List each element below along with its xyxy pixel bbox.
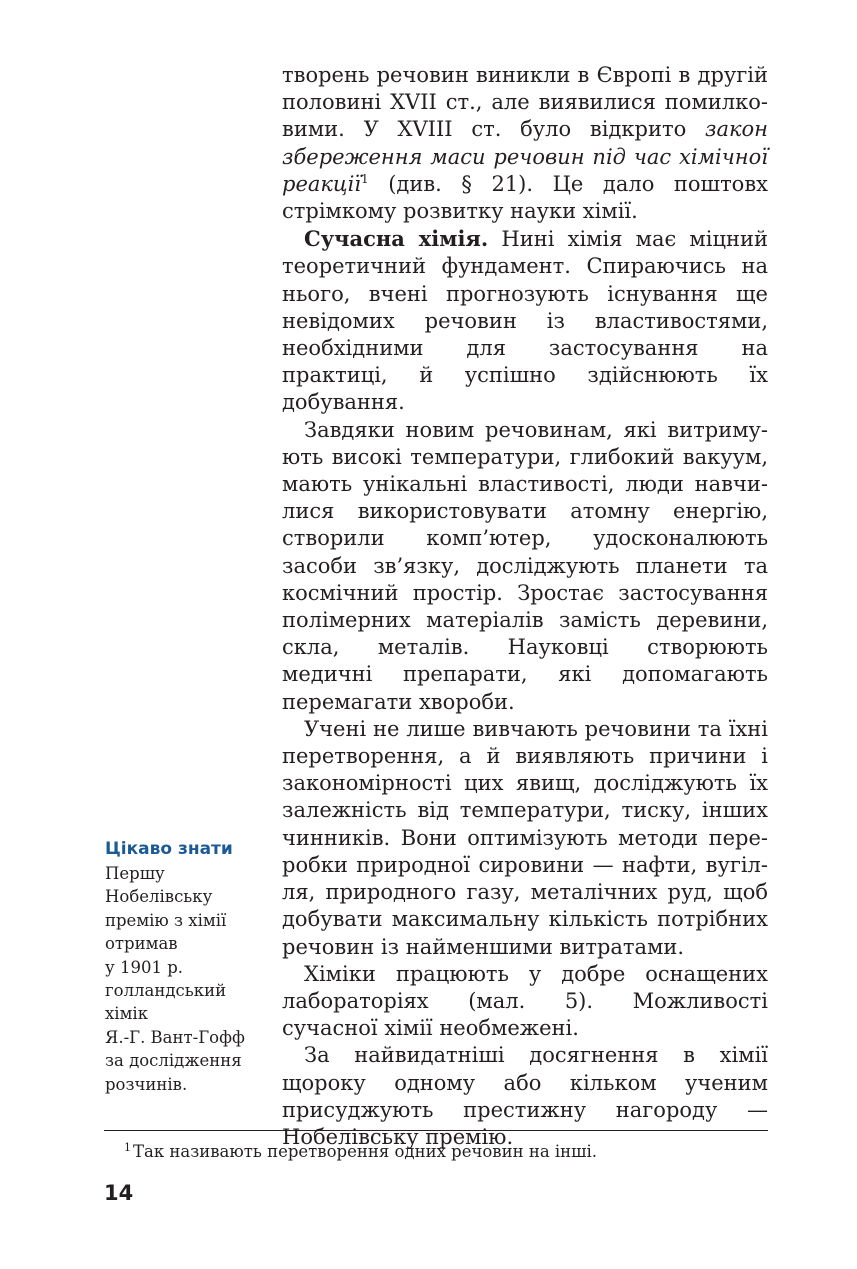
paragraph-nobel-prize: За найвидатніші досягнення в хімії щороку одному або кільком ученим присуджують престижну нагороду — Нобелівську премію. [282,1043,768,1149]
sidebar-line: отримав [105,934,178,954]
paragraph-text: (див. § 21). Це дало поштовх стрімкому розвитку науки хімії. [282,171,768,224]
footnote-text: Так називають перетворення одних речовин на інші. [133,1142,598,1161]
interesting-facts-sidebar [105,838,275,1096]
sidebar-line: Нобелівську [105,887,213,907]
section-heading-modern-chemistry: Сучасна хімія. [304,226,489,252]
footnote-reference: 1 [361,171,369,186]
footnote-mark: 1 [124,1140,131,1154]
paragraph-modern-chemistry [282,225,768,416]
paragraph-scientists-study: Учені не лише вивчають речовини та їхні перетворення, а й виявляють причини і закономірності цих явищ, досліджують їх залежність від температури, тиску, інших чинників. Вони оптимізують методи переробки природної сировини — нафти, вугілля, природного газу, металічних руд, щоб добувати максимальну кількість потрібних речовин із найменшими витратами. [282,716,768,959]
page-number: 14 [104,1181,134,1205]
footnote [124,1140,597,1164]
sidebar-line: премію з хімії [105,910,227,930]
sidebar-line: за дослідження [105,1051,242,1071]
sidebar-line: Я.-Г. Вант-Гофф [105,1027,245,1047]
sidebar-line: розчинів. [105,1074,188,1094]
paragraph-text: Нині хімія має міцний теоретичний фундамент. Спираючись на нього, вчені прогнозують існування ще невідомих речовин із властивостями, необхідними для застосування на практиці, й успішно здійснюють їх добування. [282,227,768,415]
sidebar-line: Першу [105,864,165,883]
sidebar-line: хімік [105,1004,149,1024]
sidebar-line: у 1901 р. [105,957,183,977]
law-conservation-of-mass-term: закон збереження маси речовин під час хімічної реакції [282,117,768,196]
paragraph-history-end [282,62,768,225]
main-text-column [282,62,768,1151]
footnote-divider [104,1130,768,1131]
sidebar-line: голландський [105,981,227,1001]
paragraph-text: творень речовин виникли в Європі в другій половині XVII ст., але виявилися помилковими. У XVIII ст. було відкрито [282,63,768,142]
paragraph-new-substances: Завдяки новим речовинам, які витримують високі температури, глибокий вакуум, мають унікальні властивості, люди навчилися використовувати атомну енергію, створили комп’ютер, удосконалюють засоби зв’язку, досліджують планети та космічний простір. Зростає застосування полімерних матеріалів замість деревини, скла, металів. Науковці створюють медичні препарати, які допомагають перемагати хвороби. [282,417,768,714]
sidebar-title: Цікаво знати [105,839,233,859]
paragraph-laboratories: Хіміки працюють у добре оснащених лабораторіях (мал. 5). Можливості сучасної хімії необмежені. [282,961,768,1041]
